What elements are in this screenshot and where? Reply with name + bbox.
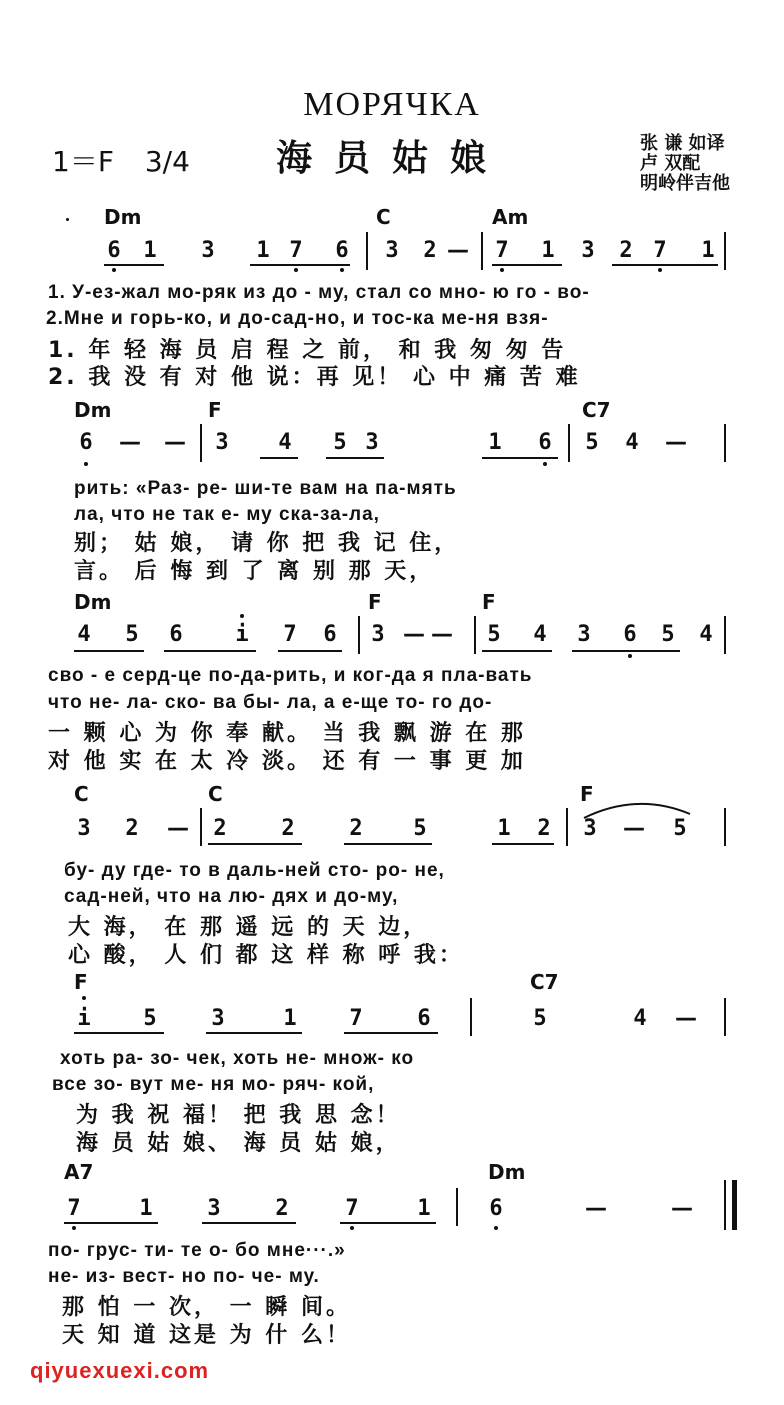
note: i [235, 622, 249, 647]
note: 3 [211, 1006, 225, 1031]
note: 5 [143, 1006, 157, 1031]
tie-slur [582, 800, 692, 820]
note-dash: — [447, 238, 469, 263]
note: 7 [283, 622, 297, 647]
beam [612, 264, 718, 266]
bar-line [724, 998, 726, 1036]
beam [74, 650, 144, 652]
lyric-line-ru-2: что не- ла- ско- ва бы- ла, а е-ще то- го до- [48, 692, 493, 713]
note: 1 [256, 238, 270, 263]
note: 2 [619, 238, 633, 263]
lyric-line-ru-1: бу- ду где- то в даль-ней сто- ро- не, [64, 860, 445, 881]
lyric-line-ru-1: по- грус- ти- те о- бо мне···.» [48, 1240, 346, 1261]
note-dash: — [623, 816, 645, 841]
bar-line [724, 232, 726, 270]
note-dash: — [119, 430, 141, 455]
note: 6 [107, 238, 121, 263]
time-signature: 3/4 [144, 145, 190, 178]
note: 5 [333, 430, 347, 455]
octave-dot [240, 614, 244, 618]
note: 3 [77, 816, 91, 841]
chord: F [208, 398, 222, 422]
beam [492, 264, 562, 266]
note: 6 [489, 1196, 503, 1221]
lyric-line-ru-2: все зо- вут ме- ня мо- ряч- кой, [52, 1074, 375, 1095]
bar-line [474, 616, 476, 654]
lyric-line-cn-1: 一 颗 心 为 你 奉 献。 当 我 飘 游 在 那 [48, 721, 526, 746]
note: 1 [283, 1006, 297, 1031]
chord: F [482, 590, 496, 614]
chord: Am [492, 205, 529, 229]
note: 1 [143, 238, 157, 263]
note: 4 [278, 430, 292, 455]
chord: Dm [104, 205, 142, 229]
chord: C [208, 782, 223, 806]
note: 4 [633, 1006, 647, 1031]
bar-line [724, 616, 726, 654]
beam [344, 1032, 438, 1034]
note: 7 [289, 238, 303, 263]
note: 3 [201, 238, 215, 263]
beam [250, 264, 350, 266]
note: 3 [371, 622, 385, 647]
note: 3 [583, 816, 597, 841]
note: 7 [349, 1006, 363, 1031]
lyric-line-cn-2: 2. 我 没 有 对 他 说：再 见！ 心 中 痛 苦 难 [48, 365, 581, 390]
note: 7 [67, 1196, 81, 1221]
note-dash: — [671, 1196, 693, 1221]
note: 4 [699, 622, 713, 647]
beam [74, 1032, 164, 1034]
octave-dot [350, 1226, 354, 1230]
chord: F [580, 782, 594, 806]
lyric-line-cn-1: 为 我 祝 福！ 把 我 思 念！ [76, 1103, 401, 1128]
note: 6 [623, 622, 637, 647]
lyric-line-ru-2: ла, что не так е- му ска-за-ла, [74, 504, 380, 525]
octave-dot [294, 268, 298, 272]
octave-dot [72, 1226, 76, 1230]
note: 3 [385, 238, 399, 263]
octave-dot [340, 268, 344, 272]
bar-line [200, 808, 202, 846]
note: 1 [417, 1196, 431, 1221]
lyric-line-ru-2: сад-ней, что на лю- дях и до-му, [64, 886, 399, 907]
beam [104, 264, 164, 266]
bar-line [724, 424, 726, 462]
credit-guitar: 明岭伴吉他 [640, 173, 730, 194]
credit-arranger: 卢 双配 [640, 153, 701, 174]
note: 2 [349, 816, 363, 841]
beam [492, 843, 554, 845]
beam [202, 1222, 296, 1224]
chord: Dm [74, 398, 112, 422]
lyric-line-ru-2: не- из- вест- но по- че- му. [48, 1266, 320, 1287]
lyric-line-cn-1: 1. 年 轻 海 员 启 程 之 前， 和 我 匆 匆 告 [48, 338, 567, 363]
beam [344, 843, 432, 845]
chord: F [74, 970, 88, 994]
lyric-line-ru-1: хоть ра- зо- чек, хоть не- множ- ко [60, 1048, 415, 1069]
note-dash: — [585, 1196, 607, 1221]
watermark: qiyuexuexi.com [30, 1358, 210, 1383]
note: 4 [77, 622, 91, 647]
note: 3 [207, 1196, 221, 1221]
note: 2 [281, 816, 295, 841]
beam [164, 650, 256, 652]
octave-dot [500, 268, 504, 272]
lyric-line-cn-1: 那 怕 一 次， 一 瞬 间。 [62, 1295, 351, 1320]
note-dash: — [167, 816, 189, 841]
beam [208, 843, 302, 845]
note: 6 [79, 430, 93, 455]
beam [278, 650, 342, 652]
beam [482, 650, 552, 652]
stray-mark [66, 218, 69, 221]
beam [572, 650, 680, 652]
note: i [77, 1006, 91, 1031]
note: 2 [423, 238, 437, 263]
chord: C7 [582, 398, 611, 422]
octave-dot [112, 268, 116, 272]
key-signature: 1＝F [52, 145, 114, 178]
note: 3 [365, 430, 379, 455]
bar-line [568, 424, 570, 462]
note: 6 [323, 622, 337, 647]
lyric-line-ru-2: 2.Мне и горь-ко, и до-сад-но, и тос-ка ме-ня взя- [46, 308, 549, 329]
note: 5 [125, 622, 139, 647]
chord: C [376, 205, 391, 229]
note: 1 [701, 238, 715, 263]
bar-line [724, 808, 726, 846]
credits [640, 134, 730, 194]
note: 1 [497, 816, 511, 841]
bar-line [481, 232, 483, 270]
beam [340, 1222, 436, 1224]
note: 5 [673, 816, 687, 841]
beam [326, 457, 384, 459]
note: 2 [537, 816, 551, 841]
note-dash: — [675, 1006, 697, 1031]
lyric-line-cn-2: 海 员 姑 娘、 海 员 姑 娘， [76, 1131, 401, 1156]
note: 5 [413, 816, 427, 841]
note: 4 [625, 430, 639, 455]
bar-line [200, 424, 202, 462]
note-dash: — [665, 430, 687, 455]
lyric-line-cn-2: 对 他 实 在 太 冷 淡。 还 有 一 事 更 加 [48, 749, 526, 774]
note-dash: — [403, 622, 425, 647]
note-dash: — [431, 622, 453, 647]
lyric-line-ru-1: сво - е серд-це по-да-рить, и ког-да я плa-вать [48, 665, 533, 686]
octave-dot [658, 268, 662, 272]
octave-dot [543, 462, 547, 466]
final-bar-thin [724, 1180, 726, 1230]
final-bar-thick [732, 1180, 737, 1230]
bar-line [566, 808, 568, 846]
bar-line [470, 998, 472, 1036]
chord: Dm [488, 1160, 526, 1184]
note: 1 [488, 430, 502, 455]
note: 6 [335, 238, 349, 263]
bar-line [456, 1188, 458, 1226]
lyric-line-ru-1: 1. У-ез-жал мо-ряк из до - му, стал со мно- ю го - во- [48, 282, 590, 303]
note: 7 [345, 1196, 359, 1221]
octave-dot [82, 996, 86, 1000]
chord: Dm [74, 590, 112, 614]
note: 2 [125, 816, 139, 841]
beam [482, 457, 558, 459]
note: 7 [653, 238, 667, 263]
octave-dot [84, 462, 88, 466]
chord: C [74, 782, 89, 806]
beam [206, 1032, 302, 1034]
note: 3 [577, 622, 591, 647]
note: 3 [215, 430, 229, 455]
note: 4 [533, 622, 547, 647]
note: 6 [538, 430, 552, 455]
bar-line [358, 616, 360, 654]
lyric-line-ru-1: рить: «Раз- ре- ши-те вам на па-мять [74, 478, 457, 499]
chord: A7 [64, 1160, 94, 1184]
bar-line [366, 232, 368, 270]
note: 5 [585, 430, 599, 455]
lyric-line-cn-1: 大 海， 在 那 遥 远 的 天 边， [68, 915, 429, 940]
note: 6 [417, 1006, 431, 1031]
beam [260, 457, 298, 459]
note: 5 [533, 1006, 547, 1031]
lyric-line-cn-2: 天 知 道 这是 为 什 么！ [62, 1323, 351, 1348]
lyric-line-cn-1: 别； 姑 娘， 请 你 把 我 记 住， [74, 531, 460, 556]
note: 5 [487, 622, 501, 647]
note: 1 [541, 238, 555, 263]
chord: F [368, 590, 382, 614]
chord: C7 [530, 970, 559, 994]
note: 7 [495, 238, 509, 263]
credit-translator: 张 谦 如译 [640, 133, 725, 154]
octave-dot [494, 1226, 498, 1230]
note: 5 [661, 622, 675, 647]
lyric-line-cn-2: 心 酸， 人 们 都 这 样 称 呼 我： [68, 943, 464, 968]
title-chinese: 海员姑娘 [275, 138, 508, 179]
lyric-line-cn-2: 言。 后 悔 到 了 离 别 那 天， [74, 559, 435, 584]
note-dash: — [164, 430, 186, 455]
title-russian: МОРЯЧКА [303, 86, 481, 123]
note: 2 [213, 816, 227, 841]
note: 1 [139, 1196, 153, 1221]
beam [64, 1222, 158, 1224]
note: 3 [581, 238, 595, 263]
note: 2 [275, 1196, 289, 1221]
note: 6 [169, 622, 183, 647]
octave-dot [628, 654, 632, 658]
